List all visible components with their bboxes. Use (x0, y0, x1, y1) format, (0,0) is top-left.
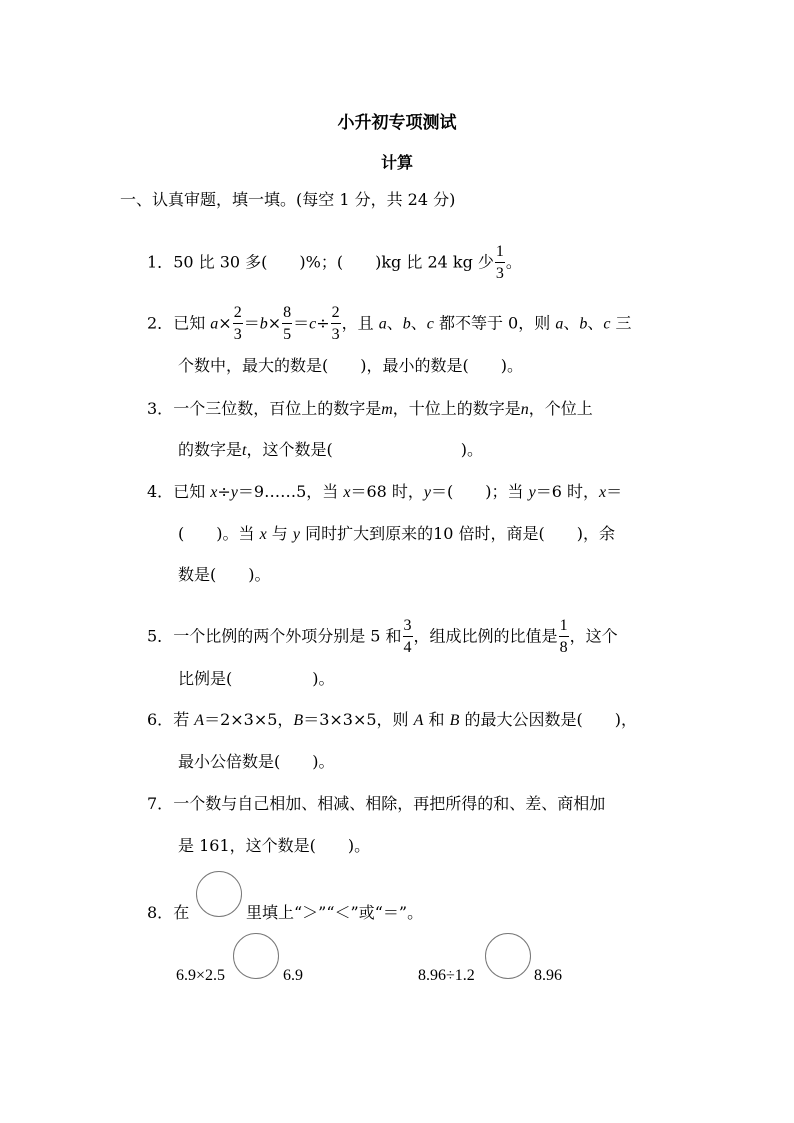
fraction-two-thirds (331, 305, 341, 343)
q4-text: 同时扩大到原来的10 倍时，商是( )，余 (299, 524, 616, 543)
q4-text: ＝( )；当 (431, 482, 529, 501)
q2-line-2: 个数中，最大的数是( )，最小的数是( )。 (178, 356, 523, 375)
question-number: 6． (147, 710, 174, 729)
q6-text: 的最大公因数是( )， (459, 710, 637, 729)
fraction-denominator: 5 (283, 326, 292, 343)
var-B: B (293, 712, 304, 729)
q4-text: ＝9……5，当 (237, 482, 344, 501)
fraction-denominator: 3 (233, 326, 242, 343)
question-number: 5． (147, 626, 174, 646)
q3-text: ，这个数是( )。 (246, 440, 483, 459)
q4-text: 与 (266, 524, 293, 543)
compare-left-value: 6.9 (283, 967, 303, 984)
question-7 (147, 796, 605, 812)
q4-text: ＝ (606, 482, 623, 501)
question-number: 4． (147, 482, 174, 501)
q2-text: 、 (386, 313, 403, 333)
fraction-denominator: 8 (559, 639, 568, 656)
q2-text: 都不等于 0，则 (433, 313, 556, 333)
var-c: c (603, 315, 611, 333)
q8-text: 在 (173, 903, 190, 922)
question-number: 8． (147, 903, 174, 922)
q4-text: 已知 (173, 482, 211, 501)
var-a: a (378, 315, 387, 333)
question-number: 1． (147, 252, 174, 272)
q2-text: 、 (410, 313, 427, 333)
q2-text: 、 (563, 313, 580, 333)
fraction-numerator: 1 (559, 618, 569, 637)
fraction-one-third (495, 244, 505, 282)
compare-right-value: 8.96 (534, 967, 562, 984)
q5-text: ，组成比例的比值是 (413, 626, 558, 646)
var-x: x (210, 484, 218, 501)
question-4 (147, 484, 622, 501)
var-c: c (309, 315, 317, 333)
question-1 (147, 244, 522, 282)
question-5 (147, 618, 618, 656)
var-x: x (259, 526, 267, 543)
var-y: y (292, 526, 300, 543)
fraction-numerator: 2 (331, 305, 341, 324)
q6-text: ＝3×3×5，则 (303, 710, 414, 729)
var-A: A (413, 712, 424, 729)
q5-text: ，这个 (569, 626, 618, 646)
var-A: A (194, 712, 205, 729)
q4-text: ( )。当 (178, 524, 260, 543)
var-t: t (242, 442, 247, 459)
q2-text: × (218, 313, 232, 333)
q4-text: ＝6 时， (535, 482, 599, 501)
page-subtitle: 计算 (380, 153, 413, 172)
fraction-numerator: 3 (403, 618, 413, 637)
q2-text: 三 (610, 313, 632, 333)
q6-text: 和 (423, 710, 450, 729)
question-number: 7． (147, 794, 174, 813)
fraction-two-thirds (233, 305, 243, 343)
question-number: 3． (147, 399, 174, 418)
question-8 (147, 905, 189, 921)
fraction-three-fourths (403, 618, 413, 656)
page-title: 小升初专项测试 (337, 113, 457, 133)
var-n: n (520, 401, 529, 418)
var-b: b (579, 315, 588, 333)
var-a: a (210, 315, 219, 333)
fraction-eight-fifths (282, 305, 292, 343)
var-c: c (426, 315, 434, 333)
q1-end: 。 (505, 252, 522, 272)
fraction-numerator: 8 (282, 305, 292, 324)
fraction-numerator: 2 (233, 305, 243, 324)
q5-line-2: 比例是( )。 (178, 669, 335, 688)
q1-text: 50 比 30 多( )%；( )kg 比 24 kg 少 (173, 252, 494, 272)
q4-text: ÷ (217, 482, 231, 501)
q4-line-3: 数是( )。 (178, 565, 271, 584)
question-2 (147, 305, 632, 343)
answer-circle-1[interactable] (233, 933, 279, 979)
q2-text: ＝ (243, 313, 260, 333)
question-3 (147, 401, 593, 418)
section-heading: 一、认真审题，填一填。(每空 1 分，共 24 分) (120, 190, 456, 209)
compare-left-expression: 6.9×2.5 (176, 967, 226, 984)
q6-text: 若 (173, 710, 195, 729)
q2-text: ÷ (316, 313, 330, 333)
q4-text: ＝68 时， (350, 482, 424, 501)
var-b: b (259, 315, 268, 333)
var-B: B (449, 712, 460, 729)
q7-text: 一个数与自己相加、相减、相除，再把所得的和、差、商相加 (173, 794, 606, 813)
var-y: y (423, 484, 432, 501)
question-6 (147, 712, 637, 729)
var-m: m (381, 401, 393, 418)
answer-circle-2[interactable] (485, 933, 531, 979)
q2-text: 、 (587, 313, 604, 333)
var-a: a (555, 315, 564, 333)
fraction-denominator: 3 (495, 265, 504, 282)
q8-instruction: 里填上“＞”“＜”或“＝”。 (246, 903, 424, 922)
q3-text: ，十位上的数字是 (392, 399, 521, 418)
q7-line-2: 是 161，这个数是( )。 (178, 836, 371, 855)
q6-line-2: 最小公倍数是( )。 (178, 752, 335, 771)
q3-text: 的数字是 (178, 440, 243, 459)
q2-text: × (267, 313, 282, 333)
q4-line-2 (178, 526, 615, 543)
var-x: x (599, 484, 607, 501)
q3-line-2 (178, 442, 483, 459)
fraction-one-eighth (559, 618, 569, 656)
q5-text: 一个比例的两个外项分别是 5 和 (173, 626, 402, 646)
compare-right-expression: 8.96÷1.2 (418, 967, 475, 984)
q3-text: 一个三位数，百位上的数字是 (173, 399, 382, 418)
var-y: y (528, 484, 536, 501)
answer-circle-example (196, 871, 242, 917)
fraction-numerator: 1 (495, 244, 505, 263)
fraction-denominator: 3 (331, 326, 340, 343)
var-y: y (230, 484, 238, 501)
q2-text: ＝ (293, 313, 310, 333)
q2-text: 已知 (173, 313, 211, 333)
var-b: b (402, 315, 411, 333)
q2-text: ，且 (341, 313, 379, 333)
question-number: 2． (147, 313, 174, 333)
q3-text: ，个位上 (528, 399, 593, 418)
q6-text: ＝2×3×5， (204, 710, 294, 729)
fraction-denominator: 4 (403, 639, 412, 656)
var-x: x (343, 484, 351, 501)
